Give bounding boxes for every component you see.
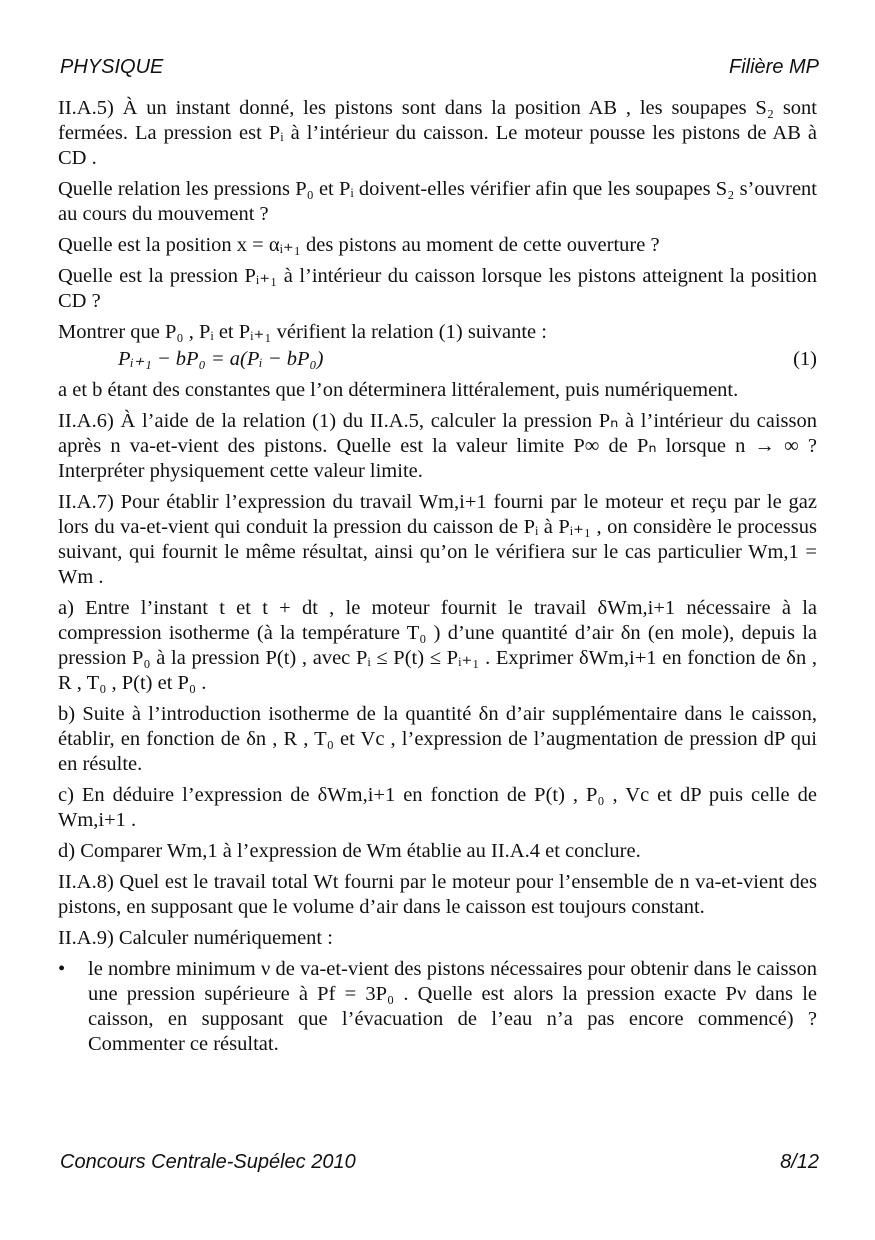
document-body [58, 96, 817, 1057]
subject-label: PHYSIQUE [60, 56, 164, 78]
page-number: 8/12 [780, 1151, 819, 1173]
paragraph-ii-a-6: II.A.6) À l’aide de la relation (1) du II.A.5, calculer la pression Pₙ à l’intérieur du caisson après n va-et-vient des pistons. Quelle est la valeur limite P∞ de Pₙ lorsque n → ∞ ? Interpréter physiquement cette valeur limite. [58, 410, 817, 482]
paragraph-ii-a-8: II.A.8) Quel est le travail total Wt fourni par le moteur pour l’ensemble de n va-et-vient des pistons, en supposant que le volume d’air dans le caisson est toujours constant. [58, 871, 817, 918]
paragraph-question-pressure-cd: Quelle est la pression Pᵢ₊₁ à l’intérieur du caisson lorsque les pistons atteignent la position CD ? [58, 265, 817, 312]
paragraph-ii-a-9: II.A.9) Calculer numériquement : [58, 927, 333, 949]
equation-1 [58, 347, 817, 372]
exam-label: Concours Centrale-Supélec 2010 [60, 1151, 356, 1173]
paragraph-ii-a-7: II.A.7) Pour établir l’expression du travail Wm,i+1 fourni par le moteur et reçu par le gaz lors du va-et-vient qui conduit la pression du caisson de Pᵢ à Pᵢ₊₁ , on considère le processus suivant, qui fournit le même résultat, ainsi qu’on le vérifiera sur le cas particulier Wm,1 = Wm . [58, 491, 817, 588]
paragraph-ii-a-5: II.A.5) À un instant donné, les pistons sont dans la position AB , les soupapes S₂ sont fermées. La pression est Pᵢ à l’intérieur du caisson. Le moteur pousse les pistons de AB à CD . [58, 97, 817, 169]
bullet-icon: • [58, 958, 66, 980]
paragraph-part-a: a) Entre l’instant t et t + dt , le moteur fournit le travail δWm,i+1 nécessaire à la compression isotherme (à la température T₀ ) d’une quantité d’air δn (en mole), depuis la pression P₀ à la pression P(t) , avec Pᵢ ≤ P(t) ≤ Pᵢ₊₁ . Exprimer δWm,i+1 en fonction de δn , R , T₀ , P(t) et P₀ . [58, 597, 817, 694]
equation-number: (1) [793, 348, 817, 370]
page-footer [60, 1151, 819, 1174]
paragraph-constants: a et b étant des constantes que l’on déterminera littéralement, puis numériquement. [58, 379, 739, 401]
paragraph-part-b: b) Suite à l’introduction isotherme de la quantité δn d’air supplémentaire dans le caisson, établir, en fonction de δn , R , T₀ et Vc , l’expression de l’augmentation de pression dP qui en résulte. [58, 703, 817, 775]
paragraph-question-position: Quelle est la position x = αᵢ₊₁ des pistons au moment de cette ouverture ? [58, 234, 660, 256]
page-header [60, 56, 819, 79]
bullet-item [58, 957, 817, 1057]
paragraph-part-d: d) Comparer Wm,1 à l’expression de Wm établie au II.A.4 et conclure. [58, 840, 641, 862]
paragraph-show-relation: Montrer que P₀ , Pᵢ et Pᵢ₊₁ vérifient la relation (1) suivante : [58, 321, 547, 343]
paragraph-question-pressure-relation: Quelle relation les pressions P₀ et Pᵢ doivent-elles vérifier afin que les soupapes S₂ s’ouvrent au cours du mouvement ? [58, 178, 817, 225]
bullet-text: le nombre minimum ν de va-et-vient des pistons nécessaires pour obtenir dans le caisson une pression supérieure à Pf = 3P₀ . Quelle est alors la pression exacte Pν dans le caisson, en supposant que l’évacuation de l’eau n’a pas encore commencé) ? Commenter ce résultat. [88, 958, 817, 1055]
equation-formula: Pᵢ₊₁ − bP₀ = a(Pᵢ − bP₀) [118, 348, 324, 370]
paragraph-part-c: c) En déduire l’expression de δWm,i+1 en fonction de P(t) , P₀ , Vc et dP puis celle de Wm,i+1 . [58, 784, 817, 831]
track-label: Filière MP [728, 56, 819, 78]
